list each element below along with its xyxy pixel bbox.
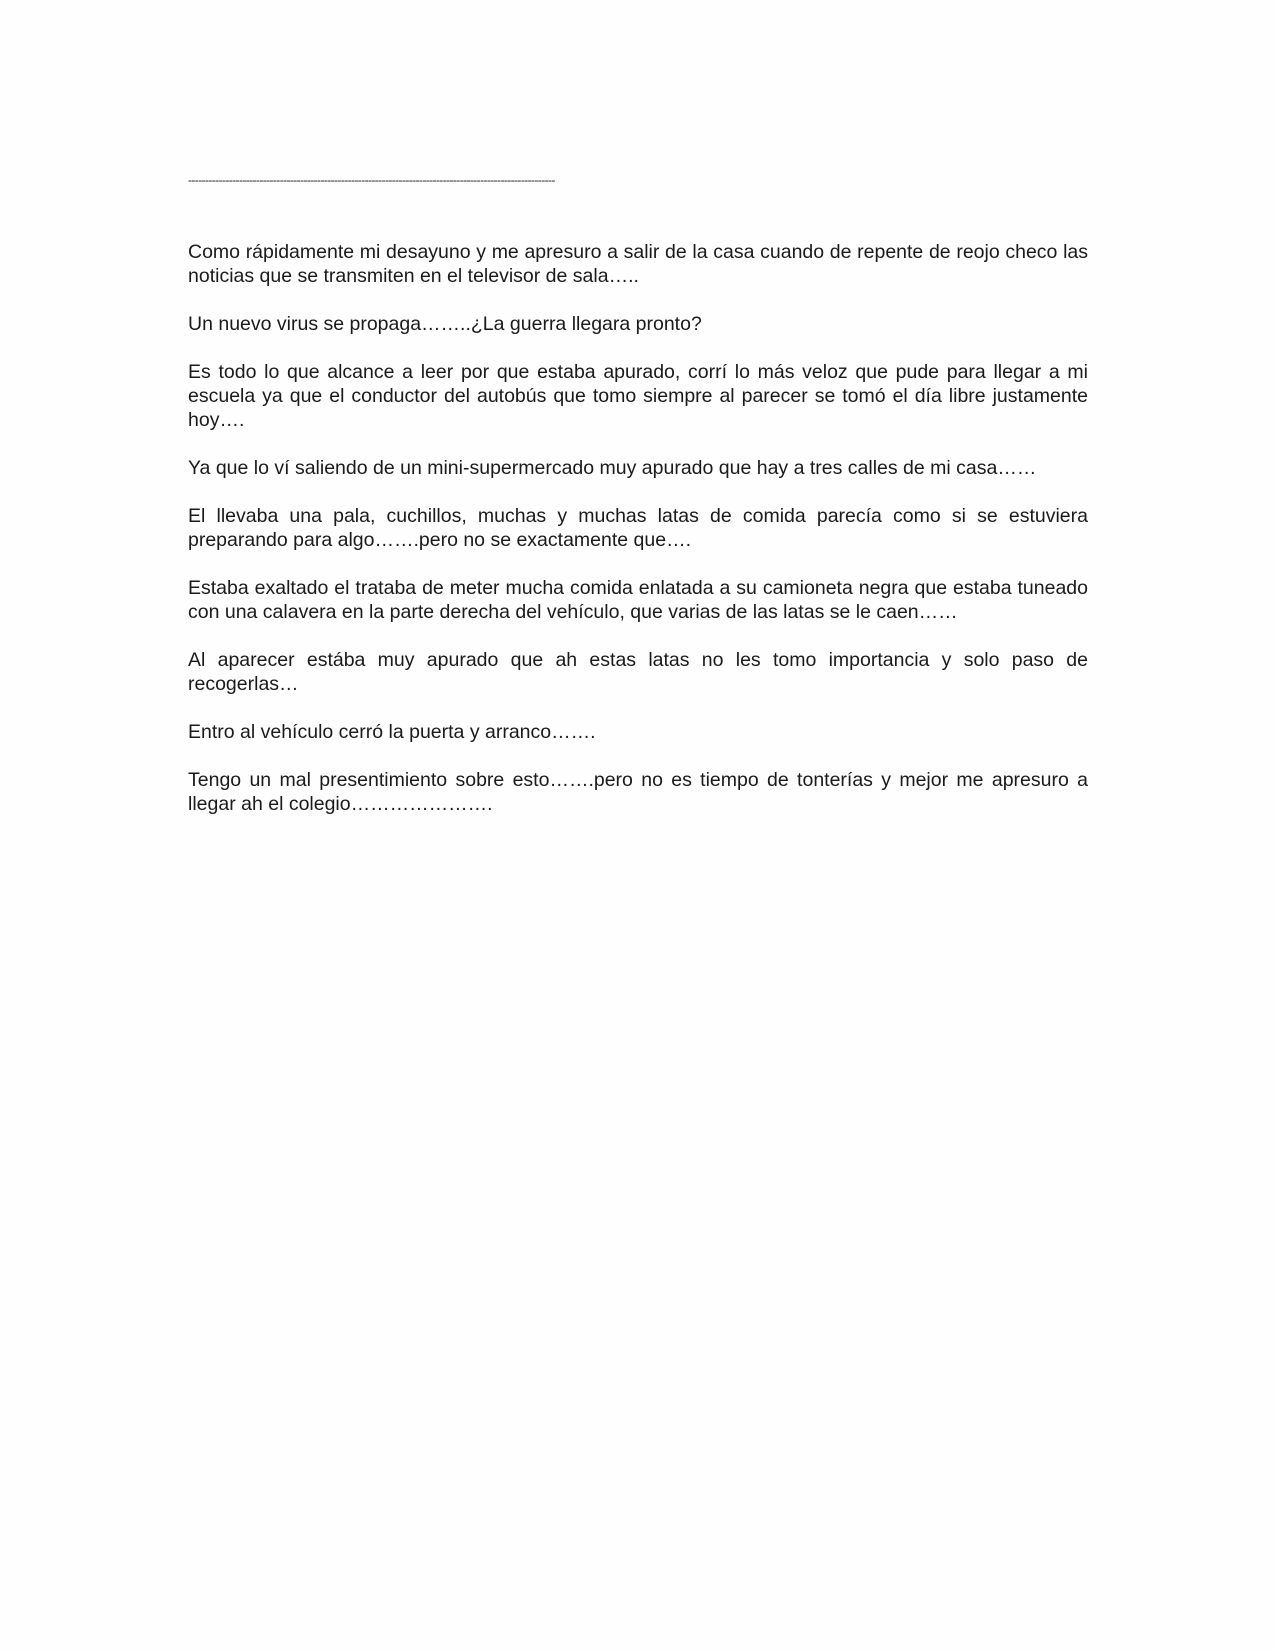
paragraph-6: Estaba exaltado el trataba de meter mucha comida enlatada a su camioneta negra que estaba tuneado con una calavera en la parte derecha del vehículo, que varias de las latas se le caen…… xyxy=(188,577,1088,623)
paragraph-7: Al aparecer estába muy apurado que ah estas latas no les tomo importancia y solo paso de recogerlas… xyxy=(188,649,1088,695)
separator-line: ------------------------------------------------------------------------------------------------------------ xyxy=(188,173,555,187)
document-body xyxy=(188,168,1088,840)
paragraph-9: Tengo un mal presentimiento sobre esto…….pero no es tiempo de tonterías y mejor me apresuro a llegar ah el colegio…………………. xyxy=(188,769,1088,815)
paragraph-4: Ya que lo ví saliendo de un mini-supermercado muy apurado que hay a tres calles de mi casa…… xyxy=(188,457,1037,479)
paragraph-5: El llevaba una pala, cuchillos, muchas y muchas latas de comida parecía como si se estuviera preparando para algo…….pero no se exactamente que…. xyxy=(188,505,1088,551)
paragraph-2: Un nuevo virus se propaga……..¿La guerra llegara pronto? xyxy=(188,313,702,335)
paragraph-1: Como rápidamente mi desayuno y me apresuro a salir de la casa cuando de repente de reojo checo las noticias que se transmiten en el televisor de sala….. xyxy=(188,241,1088,287)
paragraph-8: Entro al vehículo cerró la puerta y arranco……. xyxy=(188,721,596,743)
paragraph-3: Es todo lo que alcance a leer por que estaba apurado, corrí lo más veloz que pude para llegar a mi escuela ya que el conductor del autobús que tomo siempre al parecer se tomó el día libre justamente hoy…. xyxy=(188,361,1088,431)
